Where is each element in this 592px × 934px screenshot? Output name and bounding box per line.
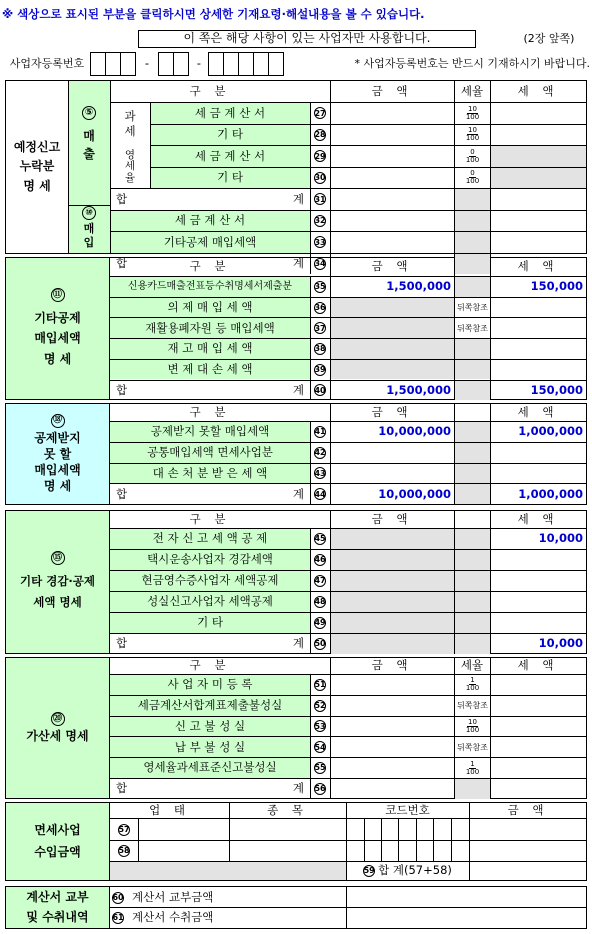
s5-title: 가산세 명세 (26, 729, 89, 744)
s5-row-52-rate: 뒤쪽참조 (457, 701, 488, 711)
s4-row-45-no: 45 (314, 534, 326, 544)
s1-row-28-label[interactable]: 기 타 (150, 125, 310, 146)
s1-sales-label: 매 출 (83, 129, 95, 161)
s5-row-51-amount[interactable] (331, 675, 454, 695)
bizno-note: * 사업자등록번호는 반드시 기재하시기 바랍니다. (354, 56, 590, 70)
s4-row-45-rate (455, 529, 490, 549)
s4-row-45-amount[interactable] (331, 529, 454, 549)
s1-row-31-tax[interactable] (491, 189, 586, 210)
s6-head-item: 종 목 (267, 802, 308, 817)
s7-r1-label: 60 계산서 교부금액 (112, 889, 214, 904)
s3-row-43-no: 43 (314, 468, 326, 478)
s6-total-gray (110, 862, 346, 880)
s2-row-36-rate: 뒤쪽참조 (457, 302, 488, 312)
s4-row-47-rate (455, 571, 490, 591)
s1-row-33-tax[interactable] (491, 232, 586, 253)
s1-purchase-no: ⑩ (68, 205, 110, 221)
s3-row-43-tax[interactable] (491, 464, 586, 484)
s1-row-29-no: 29 (314, 151, 326, 161)
s2-row-36-label[interactable]: 의 제 매 입 세 액 (110, 298, 310, 318)
s7-title: 계산서 교부 및 수취내역 (26, 890, 89, 924)
s2-row-35-no: 35 (314, 282, 326, 292)
s3-title: 공제받지 못 할 매입세액 명 세 (34, 430, 81, 494)
s1-row-27-label[interactable]: 세 금 계 산 서 (150, 103, 310, 124)
s3-row-44-tax[interactable]: 1,000,000 (518, 486, 583, 501)
s6-total-label: 59 합 계(57+58) (363, 863, 452, 878)
s1-row-33-no: 33 (314, 237, 326, 247)
s6-r2-amount-field[interactable] (469, 841, 587, 861)
s3-row-42-no: 42 (314, 448, 326, 458)
s4-row-45-tax[interactable]: 10,000 (538, 531, 583, 546)
s5-row-56-no: 56 (314, 784, 326, 794)
s2-row-35-label[interactable]: 신용카드매출전표등수취명세서제출분 (110, 277, 310, 297)
s1-row-33-rate (455, 232, 490, 253)
s4-row-49-no: 49 (314, 618, 326, 628)
s2-row-40-label: 합 계 (116, 382, 304, 397)
s3-row-41-tax[interactable]: 1,000,000 (518, 424, 583, 439)
s1-head-amount: 금 액 (371, 83, 413, 98)
s2-head-gubun: 구 분 (189, 259, 231, 274)
s5-row-55-rate: $\frac{1}{100}$ (465, 759, 480, 776)
s1-head-rate: 세율 (460, 83, 484, 98)
s2-title-cell[interactable]: ⑪ 기타공제 매입세액 명 세 (6, 258, 110, 399)
s5-row-54-no: 54 (314, 742, 326, 752)
s2-row-40-rate (455, 381, 490, 401)
s4-head-gubun: 구 분 (189, 511, 231, 526)
s6-r2-biz-field[interactable] (138, 841, 229, 861)
s1-row-32-no: 32 (314, 216, 326, 226)
s3-row-42-label[interactable]: 공통매입세액 면세사업분 (110, 443, 310, 463)
s2-row-37-tax[interactable] (491, 318, 586, 338)
s5-head-amount: 금 액 (371, 658, 413, 673)
s1-row-30-label[interactable]: 기 타 (150, 168, 310, 189)
s1-row-28-tax[interactable] (491, 125, 586, 146)
s4-row-47-no: 47 (314, 576, 326, 586)
s2-row-37-no: 37 (314, 323, 326, 333)
s5-row-55-amount[interactable] (331, 758, 454, 778)
s4-row-46-rate (455, 550, 490, 570)
s5-row-52-amount[interactable] (331, 696, 454, 716)
s2-row-36-tax[interactable] (491, 298, 586, 318)
s7-title-cell[interactable] (6, 887, 110, 928)
s1-row-29-amount[interactable] (331, 146, 454, 167)
s1-head-tax: 세 액 (517, 83, 559, 98)
s5-row-56-label: 합 계 (116, 781, 304, 796)
s4-title-cell[interactable]: ⑮ 기타 경감·공제 세액 명세 (6, 511, 110, 653)
s5-row-52-tax[interactable] (491, 696, 586, 716)
s2-row-39-tax[interactable] (491, 360, 586, 380)
s5-row-53-rate: $\frac{10}{100}$ (465, 717, 480, 734)
s4-row-48-amount[interactable] (331, 592, 454, 612)
s1-row-28-amount[interactable] (331, 125, 454, 146)
s4-row-47-label[interactable]: 현금영수증사업자 세액공제 (110, 571, 310, 591)
s5-head-rate: 세율 (460, 658, 484, 673)
s2-row-36-amount[interactable] (331, 298, 454, 318)
s5-row-51-tax[interactable] (491, 675, 586, 695)
s5-row-54-label[interactable]: 납 부 불 성 실 (110, 737, 310, 757)
s4-title: 기타 경감·공제 세액 명세 (19, 574, 96, 609)
s2-row-37-amount[interactable] (331, 318, 454, 338)
s6-total-amount-field[interactable] (469, 862, 587, 880)
s6-r1-no: 57 (118, 824, 130, 834)
s3-head-tax: 세 액 (517, 404, 559, 419)
s1-row-27-amount[interactable] (331, 103, 454, 124)
s3-row-42-amount[interactable] (331, 443, 454, 463)
s2-row-35-rate (455, 277, 490, 297)
s7-r1-amount-field[interactable] (347, 888, 587, 907)
s3-row-44-no: 44 (314, 489, 326, 499)
s1-row-30-tax[interactable] (491, 168, 586, 189)
s7-r2-label: 61 계산서 수취금액 (112, 910, 214, 925)
s1-row-31-rate (455, 189, 490, 210)
s2-row-37-rate: 뒤쪽참조 (457, 323, 488, 333)
s6-head-biz: 업 태 (149, 802, 190, 817)
s2-row-39-rate (455, 360, 490, 380)
s2-title: 기타공제 매입세액 명 세 (34, 310, 81, 366)
s5-row-56-tax[interactable] (491, 779, 586, 799)
bizno-part2-field[interactable] (158, 52, 189, 76)
s5-row-56-rate (455, 779, 490, 799)
s1-row-34-amount[interactable] (331, 254, 454, 275)
s4-row-50-rate (455, 634, 490, 654)
s1-row-29-tax[interactable] (491, 146, 586, 167)
s5-head-tax: 세 액 (517, 658, 559, 673)
s2-row-38-amount[interactable] (331, 339, 454, 359)
s2-row-40-tax[interactable]: 150,000 (530, 382, 583, 397)
only-notice: 이 쪽은 해당 사항이 있는 사업자만 사용합니다. (138, 30, 476, 48)
s5-row-53-tax[interactable] (491, 717, 586, 737)
s3-row-43-label[interactable]: 대 손 처 분 받 은 세 액 (110, 464, 310, 484)
s1-row-32-tax[interactable] (491, 211, 586, 232)
bizno-label: 사업자등록번호 (9, 56, 85, 70)
s5-row-55-no: 55 (314, 763, 326, 773)
s4-row-46-no: 46 (314, 555, 326, 565)
s2-row-40-no: 40 (314, 385, 326, 395)
s2-head-amount: 금 액 (371, 259, 413, 274)
s2-row-35-tax[interactable]: 150,000 (530, 279, 583, 294)
s1-row-30-no: 30 (314, 173, 326, 183)
s5-row-54-tax[interactable] (491, 737, 586, 757)
s3-row-43-rate (455, 464, 490, 484)
s4-row-46-amount[interactable] (331, 550, 454, 570)
s5-row-54-rate: 뒤쪽참조 (457, 742, 488, 752)
s4-row-49-label[interactable]: 기 타 (110, 613, 310, 633)
s1-title: 예정신고 누락분 명 세 (13, 140, 61, 193)
s1-row-27-tax[interactable] (491, 103, 586, 124)
s4-row-50-tax[interactable]: 10,000 (538, 636, 583, 651)
s1-row-27-no: 27 (314, 108, 326, 118)
s5-head-gubun: 구 분 (189, 658, 231, 673)
s4-row-49-tax[interactable] (491, 613, 586, 633)
s4-head-amount: 금 액 (371, 511, 413, 526)
s4-row-46-tax[interactable] (491, 550, 586, 570)
s4-row-48-tax[interactable] (491, 592, 586, 612)
s6-r2-no: 58 (118, 846, 130, 856)
s1-row-29-label[interactable]: 세 금 계 산 서 (150, 146, 310, 167)
s2-row-38-tax[interactable] (491, 339, 586, 359)
s2-row-37-label[interactable]: 재활용폐자원 등 매입세액 (110, 318, 310, 338)
s6-r1-amount-field[interactable] (469, 819, 587, 840)
s1-row-34-tax[interactable] (491, 254, 586, 275)
s6-r1-biz-field[interactable] (138, 819, 229, 840)
bizno-sep: - (144, 56, 150, 71)
s6-r2-item-field[interactable] (229, 841, 346, 861)
bizno-part3-field[interactable] (208, 52, 284, 76)
s1-row-31-amount[interactable] (331, 189, 454, 210)
s2-row-38-label[interactable]: 재 고 매 입 세 액 (110, 339, 310, 359)
s1-row-34-rate (455, 254, 490, 275)
s2-head-tax: 세 액 (517, 259, 559, 274)
s1-head-gubun: 구 분 (189, 83, 231, 98)
s4-row-48-label[interactable]: 성실신고사업자 세액공제 (110, 592, 310, 612)
s3-row-42-tax[interactable] (491, 443, 586, 463)
s4-row-47-tax[interactable] (491, 571, 586, 591)
s1-row-29-rate: $\frac{0}{100}$ (465, 147, 480, 164)
s3-row-44-rate (455, 484, 490, 504)
s3-row-41-rate (455, 422, 490, 442)
s4-row-48-no: 48 (314, 597, 326, 607)
s5-row-53-label[interactable]: 신 고 불 성 실 (110, 717, 310, 737)
s4-row-50-label: 합 계 (116, 636, 304, 651)
s5-row-55-tax[interactable] (491, 758, 586, 778)
s1-row-33-label[interactable]: 기타공제 매입세액 (110, 232, 310, 253)
s3-row-43-amount[interactable] (331, 464, 454, 484)
s4-row-50-amount[interactable] (331, 634, 454, 654)
s5-row-53-amount[interactable] (331, 717, 454, 737)
s3-head-amount: 금 액 (371, 404, 413, 419)
s1-row-32-rate (455, 211, 490, 232)
s3-row-41-no: 41 (314, 427, 326, 437)
s1-gwase: 과 세 (124, 109, 136, 138)
s4-head-tax: 세 액 (517, 511, 559, 526)
s5-row-55-label[interactable]: 영세율과세표준신고불성실 (110, 758, 310, 778)
s3-title-cell[interactable]: ⑱ 공제받지 못 할 매입세액 명 세 (6, 404, 110, 504)
s2-row-35-amount[interactable]: 1,500,000 (386, 279, 451, 294)
s2-row-39-no: 39 (314, 365, 326, 375)
s2-row-36-no: 36 (314, 302, 326, 312)
s3-row-44-amount[interactable]: 10,000,000 (378, 486, 451, 501)
page-label: (2장 앞쪽) (523, 31, 575, 45)
s3-row-44-label: 합 계 (116, 486, 304, 501)
s4-row-47-amount[interactable] (331, 571, 454, 591)
notice: ※ 색상으로 표시된 부분을 클릭하시면 상세한 기재요령·해설내용을 볼 수 있습니다. (2, 7, 425, 22)
s7-r2-amount-field[interactable] (347, 908, 587, 928)
s4-row-49-amount[interactable] (331, 613, 454, 633)
s3-row-41-amount[interactable]: 10,000,000 (378, 424, 451, 439)
s5-row-52-no: 52 (314, 701, 326, 711)
s1-row-34-no: 34 (314, 259, 326, 269)
s1-row-27-rate: $\frac{10}{100}$ (465, 104, 480, 121)
s5-row-51-rate: $\frac{1}{100}$ (465, 676, 480, 693)
s1-row-28-no: 28 (314, 130, 326, 140)
s6-head-amount: 금 액 (507, 802, 549, 817)
s1-row-31-label: 합 계 (116, 191, 304, 206)
s1-row-30-amount[interactable] (331, 168, 454, 189)
s5-row-54-amount[interactable] (331, 737, 454, 757)
s1-row-30-rate: $\frac{0}{100}$ (465, 169, 480, 186)
s6-title: 면세사업 수입금액 (34, 822, 81, 859)
s2-row-38-rate (455, 339, 490, 359)
s1-purchase-label: 매 입 (83, 221, 95, 249)
s6-head-code: 코드번호 (385, 802, 430, 817)
s5-row-52-label[interactable]: 세금계산서합계표제출불성실 (110, 696, 310, 716)
s2-row-39-amount[interactable] (331, 360, 454, 380)
s5-row-51-label[interactable]: 사 업 자 미 등 록 (110, 675, 310, 695)
s5-row-53-no: 53 (314, 721, 326, 731)
bizno-sep2: - (196, 56, 202, 71)
s4-row-48-rate (455, 592, 490, 612)
s4-row-46-label[interactable]: 택시운송사업자 경감세액 (110, 550, 310, 570)
s1-row-32-amount[interactable] (331, 211, 454, 232)
s6-title-cell[interactable] (6, 803, 110, 880)
s1-sales-no: ⑤ (68, 105, 110, 121)
s4-row-50-no: 50 (314, 639, 326, 649)
s2-row-40-amount[interactable]: 1,500,000 (386, 382, 451, 397)
s1-yeong: 영 세 율 (124, 149, 136, 184)
bizno-part1-field[interactable] (90, 52, 136, 76)
s3-row-41-label[interactable]: 공제받지 못할 매입세액 (110, 422, 310, 442)
s3-row-42-rate (455, 443, 490, 463)
s4-row-49-rate (455, 613, 490, 633)
s5-row-51-no: 51 (314, 680, 326, 690)
s4-row-45-label[interactable]: 전 자 신 고 세 액 공 제 (110, 529, 310, 549)
s2-row-38-no: 38 (314, 344, 326, 354)
s1-row-28-rate: $\frac{10}{100}$ (465, 126, 480, 143)
s6-r1-item-field[interactable] (229, 819, 346, 840)
s5-title-cell[interactable]: ⑳ 가산세 명세 (6, 658, 110, 798)
s5-row-56-amount[interactable] (331, 779, 454, 799)
s1-row-31-no: 31 (314, 194, 326, 204)
s2-row-39-label[interactable]: 변 제 대 손 세 액 (110, 360, 310, 380)
s1-row-34-label: 합 계 (116, 256, 304, 271)
s1-row-32-label[interactable]: 세 금 계 산 서 (110, 211, 310, 232)
s3-head-gubun: 구 분 (189, 404, 231, 419)
s1-row-33-amount[interactable] (331, 232, 454, 253)
